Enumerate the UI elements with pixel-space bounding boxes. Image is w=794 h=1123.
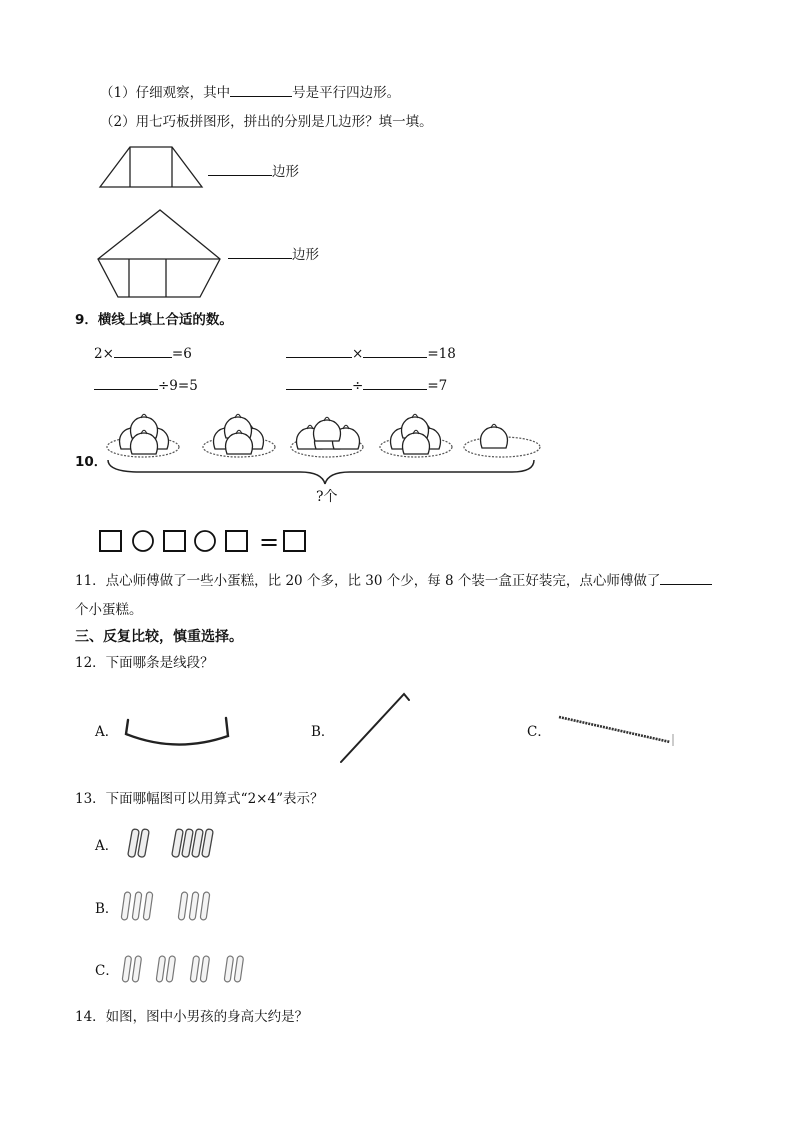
q9-eq4-end: =7 — [427, 378, 448, 394]
q9-eq1-blank[interactable] — [114, 343, 172, 358]
tangram-pentagon — [96, 208, 226, 300]
operator-circle-2[interactable] — [195, 531, 215, 551]
q11-blank[interactable] — [660, 570, 712, 585]
answer-box-1[interactable] — [100, 531, 121, 551]
answer-box-3[interactable] — [226, 531, 247, 551]
q9-eq1-b: =6 — [171, 346, 192, 362]
q13-option-c-sticks[interactable] — [120, 948, 250, 988]
q9-eq4-blank1[interactable] — [286, 375, 352, 390]
q12-option-b-label[interactable]: B． — [311, 724, 335, 740]
q13-option-b-sticks[interactable] — [118, 886, 228, 926]
q13-option-b-label[interactable]: B． — [95, 901, 119, 917]
q10-brace-label: ?个 — [316, 489, 338, 505]
q9-eq4-op: ÷ — [352, 378, 364, 394]
q9-eq2-end: =18 — [427, 346, 456, 362]
q8-blank-shape2[interactable] — [228, 244, 292, 259]
q11-line1 — [75, 570, 712, 590]
q12-title: 12．下面哪条是线段？ — [75, 655, 214, 671]
q13-option-a-sticks[interactable] — [126, 823, 226, 863]
q12-option-a-label[interactable]: A． — [95, 724, 119, 740]
q9-eq1 — [94, 343, 192, 363]
q8-part2: （2）用七巧板拼图形，拼出的分别是几边形？填一填。 — [100, 114, 433, 130]
q8-blank-parallelogram[interactable] — [230, 82, 292, 97]
q9-eq3-blank[interactable] — [94, 375, 158, 390]
q9-eq2-op: × — [352, 346, 364, 362]
q9-eq2-blank2[interactable] — [363, 343, 427, 358]
q12-option-b-ray[interactable] — [336, 688, 414, 768]
curly-brace — [108, 460, 534, 484]
q8-blank-shape1[interactable] — [208, 161, 272, 176]
section3-title: 三、反复比较，慎重选择。 — [75, 629, 243, 645]
q12-option-c-segment[interactable] — [556, 712, 678, 748]
q8-shape2-answer — [228, 244, 319, 264]
q13-option-a-label[interactable]: A． — [95, 838, 119, 854]
q10-label: 10． — [75, 454, 108, 470]
q8-shape1-answer — [208, 161, 299, 181]
q12-option-a-curve[interactable] — [122, 710, 234, 750]
q9-eq3-end: ÷9=5 — [158, 378, 198, 394]
q14-title: 14．如图，图中小男孩的身高大约是？ — [75, 1009, 309, 1025]
q10-equals: = — [259, 528, 280, 556]
operator-circle-1[interactable] — [133, 531, 153, 551]
q12-option-c-label[interactable]: C． — [527, 724, 551, 740]
plate-4 — [380, 414, 452, 457]
q9-eq3 — [94, 375, 198, 395]
q8-part1-suffix: 号是平行四边形。 — [292, 85, 401, 101]
q9-eq1-a: 2× — [94, 346, 114, 362]
plate-5 — [464, 424, 540, 457]
q9-eq4-blank2[interactable] — [363, 375, 427, 390]
q8-part1-prefix: （1）仔细观察，其中 — [100, 85, 231, 101]
q9-title: 9．横线上填上合适的数。 — [75, 312, 233, 328]
q9-eq2 — [286, 343, 456, 363]
plate-2 — [203, 414, 275, 457]
q9-eq2-blank1[interactable] — [286, 343, 352, 358]
q11-line2: 个小蛋糕。 — [75, 602, 143, 618]
answer-box-4[interactable] — [284, 531, 305, 551]
q10-answer-boxes — [98, 528, 318, 556]
q8-shape2-suffix: 边形 — [292, 247, 319, 263]
q11-text: 11．点心师傅做了一些小蛋糕，比 20 个多，比 30 个少，每 8 个装一盒正好装完，点心师傅做了 — [75, 573, 661, 589]
q8-shape1-suffix: 边形 — [272, 164, 299, 180]
q9-eq4 — [286, 375, 447, 395]
tangram-trapezoid — [98, 145, 208, 189]
q8-part1 — [100, 82, 400, 102]
q13-title: 13．下面哪幅图可以用算式“2×4”表示？ — [75, 791, 324, 807]
plate-1 — [107, 414, 179, 457]
answer-box-2[interactable] — [164, 531, 185, 551]
plate-3 — [291, 417, 363, 457]
q13-option-c-label[interactable]: C． — [95, 963, 119, 979]
